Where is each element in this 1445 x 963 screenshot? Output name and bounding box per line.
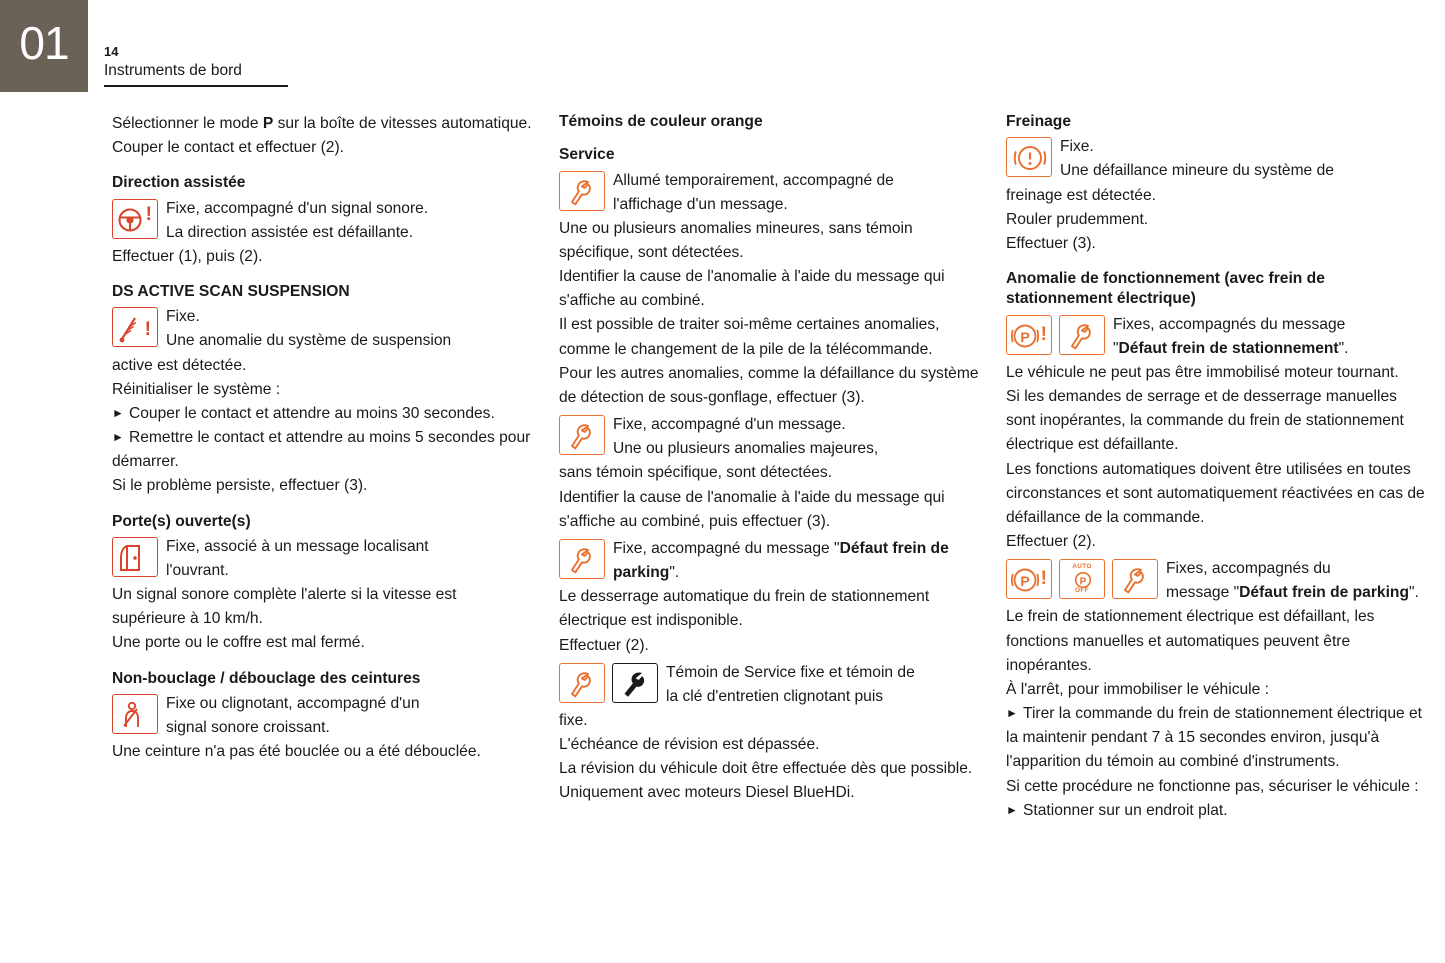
bullet-text: Remettre le contact et attendre au moins 5 secondes pour démarrer. [112, 429, 531, 471]
block-portes-ouvertes [112, 535, 534, 583]
seatbelt-warning-icon [112, 694, 158, 734]
intro-paragraph-2: Couper le contact et effectuer (2). [112, 139, 345, 157]
service-wrench-icon [559, 171, 605, 211]
icon-text [1060, 135, 1428, 183]
after-text: Une ou plusieurs anomalies mineures, sans témoin spécifique, sont détectées. [559, 219, 913, 261]
block-suspension [112, 305, 534, 353]
mode-p-label: P [262, 115, 274, 132]
heading-freinage: Freinage [1006, 113, 1071, 130]
open-door-icon [112, 537, 158, 577]
exclamation-mark: ! [1040, 568, 1047, 590]
text-line: Allumé temporairement, accompagné de [613, 171, 894, 189]
text-line: Fixes, accompagnés du [1166, 560, 1331, 578]
after-text: À l'arrêt, pour immobiliser le véhicule : [1006, 680, 1269, 698]
after-text: Pour les autres anomalies, comme la défaillance du système de détection de sous-gonflage, effectuer (3). [559, 364, 979, 406]
icon-group [559, 415, 605, 455]
off-label: OFF [1075, 587, 1089, 595]
text-b: ". [1338, 339, 1349, 357]
text-line: Fixe, accompagné d'un signal sonore. [166, 199, 429, 217]
triangle-right-icon: ► [112, 405, 124, 420]
text-line: La direction assistée est défaillante. [166, 223, 414, 241]
exclamation-mark: ! [145, 203, 152, 225]
icon-group [1006, 559, 1158, 599]
icon-group [559, 539, 605, 579]
icon-text [613, 413, 981, 461]
brake-warning-icon [1006, 137, 1052, 177]
icon-text [613, 169, 981, 217]
after-text: freinage est détectée. [1006, 186, 1156, 204]
after-text: Effectuer (3). [1006, 234, 1096, 252]
icon-text [1166, 557, 1428, 605]
text-line: Fixe, accompagné d'un message. [613, 416, 846, 434]
block-freinage [1006, 135, 1428, 183]
exclamation-mark: ! [1040, 323, 1047, 345]
after-text: Identifier la cause de l'anomalie à l'aide du message qui s'affiche au combiné. [559, 268, 945, 310]
text-a: message " [1166, 584, 1240, 602]
heading-service: Service [559, 146, 615, 164]
text-line: Une défaillance mineure du système de [1060, 162, 1334, 180]
message-label: Défaut frein de parking [613, 539, 949, 582]
bullet-text: Tirer la commande du frein de stationnement électrique et la maintenir pendant 7 à 15 secondes environ, jusqu'à l'apparition du témoin au combiné d'instruments. [1006, 705, 1423, 771]
text-line: Fixe ou clignotant, accompagné d'un [166, 694, 420, 712]
text-line: Fixe, associé à un message localisant [166, 537, 429, 555]
text-b: ". [1408, 584, 1419, 602]
heading-anomalie-fonctionnement: Anomalie de fonctionnement (avec frein de stationnement électrique) [1006, 270, 1325, 308]
text-line: signal sonore croissant. [166, 719, 330, 737]
text-line: la clé d'entretien clignotant puis [666, 687, 884, 705]
heading-portes-ouvertes: Porte(s) ouverte(s) [112, 512, 251, 530]
after-text: Une porte ou le coffre est mal fermé. [112, 634, 365, 652]
intro-paragraph [112, 112, 534, 136]
after-text: Si le problème persiste, effectuer (3). [112, 477, 368, 495]
heading-direction-assistee: Direction assistée [112, 174, 246, 192]
after-text: L'échéance de révision est dépassée. [559, 736, 820, 754]
bullet-item [112, 402, 534, 426]
text-b: ". [669, 564, 680, 582]
exclamation-mark: ! [144, 319, 151, 341]
block-service-3 [559, 537, 981, 585]
bullet-text: Stationner sur un endroit plat. [1023, 801, 1228, 819]
after-text: fixe. [559, 711, 588, 729]
after-text: Un signal sonore complète l'alerte si la vitesse est supérieure à 10 km/h. [112, 586, 457, 628]
icon-group [112, 199, 158, 239]
text-line [613, 537, 981, 585]
heading-ds-active-scan-suspension: DS ACTIVE SCAN SUSPENSION [112, 283, 350, 301]
text-line: l'affichage d'un message. [613, 195, 788, 213]
page-number: 14 [104, 44, 119, 59]
heading-temoins-orange: Témoins de couleur orange [559, 113, 763, 130]
page-header [104, 44, 288, 87]
after-text: Réinitialiser le système : [112, 380, 281, 398]
text-line: Fixes, accompagnés du message [1113, 315, 1346, 333]
maintenance-key-icon [612, 663, 658, 703]
after-text: Le desserrage automatique du frein de stationnement électrique est indisponible. [559, 588, 930, 630]
block-ceintures [112, 692, 534, 740]
after-text: La révision du véhicule doit être effectuée dès que possible. [559, 760, 973, 778]
text-line: Une anomalie du système de suspension [166, 332, 452, 350]
triangle-right-icon: ► [112, 430, 124, 445]
service-wrench-icon [1112, 559, 1158, 599]
parking-brake-warning-icon [1006, 315, 1052, 355]
after-text: Uniquement avec moteurs Diesel BlueHDi. [559, 784, 855, 802]
after-text: Si cette procédure ne fonctionne pas, sécuriser le véhicule : [1006, 777, 1419, 795]
text-line: l'ouvrant. [166, 561, 229, 579]
suspension-warning-icon [112, 307, 158, 347]
icon-group [1006, 137, 1052, 177]
intro-text-b: sur la boîte de vitesses automatique. [273, 115, 532, 132]
section-title: Instruments de bord [104, 61, 242, 79]
icon-group [112, 694, 158, 734]
icon-text [1113, 313, 1428, 361]
icon-text [166, 305, 534, 353]
text-line: Fixe. [1060, 138, 1094, 156]
bullet-item [1006, 799, 1428, 823]
after-text: Une ceinture n'a pas été bouclée ou a été débouclée. [112, 743, 481, 761]
auto-parking-brake-off-icon [1059, 559, 1105, 599]
after-text: Identifier la cause de l'anomalie à l'aide du message qui s'affiche au combiné, puis effectuer (3). [559, 488, 945, 530]
auto-label: AUTO [1072, 563, 1092, 571]
column-left [112, 112, 534, 962]
svg-text:P: P [1020, 573, 1030, 590]
after-text: sans témoin spécifique, sont détectées. [559, 464, 833, 482]
service-wrench-icon [559, 663, 605, 703]
svg-text:P: P [1079, 576, 1087, 588]
icon-group [559, 663, 658, 703]
block-service-4 [559, 661, 981, 709]
icon-group [112, 307, 158, 347]
bullet-text: Couper le contact et attendre au moins 30 secondes. [129, 404, 495, 422]
icon-group [559, 171, 605, 211]
column-right [1006, 112, 1428, 962]
triangle-right-icon: ► [1006, 706, 1018, 721]
icon-text [666, 661, 981, 709]
message-label: Défaut frein de stationnement [1118, 339, 1339, 357]
text-line: Fixe. [166, 308, 200, 326]
block-service-2 [559, 413, 981, 461]
text-a: Fixe, accompagné du message " [613, 539, 840, 557]
message-label: Défaut frein de parking [1239, 584, 1409, 602]
after-text: Si les demandes de serrage et de desserrage manuelles sont inopérantes, la commande du frein de stationnement électrique est défaillante. [1006, 388, 1404, 454]
column-middle [559, 112, 981, 962]
bullet-item [112, 426, 534, 474]
triangle-right-icon: ► [1006, 802, 1018, 817]
after-text: Les fonctions automatiques doivent être utilisées en toutes circonstances et sont automatiquement réactivées en cas de défaillance de la commande. [1006, 460, 1425, 526]
text-line [1166, 581, 1428, 605]
icon-text [166, 197, 534, 245]
after-text: Rouler prudemment. [1006, 210, 1149, 228]
icon-group [1006, 315, 1105, 355]
text-a: " [1113, 339, 1119, 357]
heading-ceintures: Non-bouclage / débouclage des ceintures [112, 669, 421, 687]
text-line: Témoin de Service fixe et témoin de [666, 663, 915, 681]
after-text: Effectuer (1), puis (2). [112, 247, 263, 265]
service-wrench-icon [1059, 315, 1105, 355]
text-line: Une ou plusieurs anomalies majeures, [613, 440, 879, 458]
text-line [1113, 337, 1428, 361]
steering-wheel-warning-icon [112, 199, 158, 239]
icon-text [166, 692, 534, 740]
chapter-number-badge: 01 [0, 0, 88, 92]
intro-text-a: Sélectionner le mode [112, 115, 263, 132]
block-anomalie-1 [1006, 313, 1428, 361]
icon-text [613, 537, 981, 585]
parking-brake-warning-icon [1006, 559, 1052, 599]
after-text: Effectuer (2). [559, 636, 649, 654]
service-wrench-icon [559, 415, 605, 455]
icon-group [112, 537, 158, 577]
after-text: Le frein de stationnement électrique est défaillant, les fonctions manuelles et automatiques peuvent être inopérantes. [1006, 608, 1375, 674]
svg-text:P: P [1020, 328, 1030, 345]
block-anomalie-2 [1006, 557, 1428, 605]
after-text: active est détectée. [112, 356, 247, 374]
page-columns [0, 112, 1445, 962]
after-text: Il est possible de traiter soi-même certaines anomalies, comme le changement de la pile de la télécommande. [559, 316, 940, 358]
after-text: Le véhicule ne peut pas être immobilisé moteur tournant. [1006, 363, 1399, 381]
block-service-1 [559, 169, 981, 217]
service-wrench-icon [559, 539, 605, 579]
icon-text [166, 535, 534, 583]
bullet-item [1006, 702, 1428, 774]
block-direction-assistee [112, 197, 534, 245]
after-text: Effectuer (2). [1006, 532, 1096, 550]
